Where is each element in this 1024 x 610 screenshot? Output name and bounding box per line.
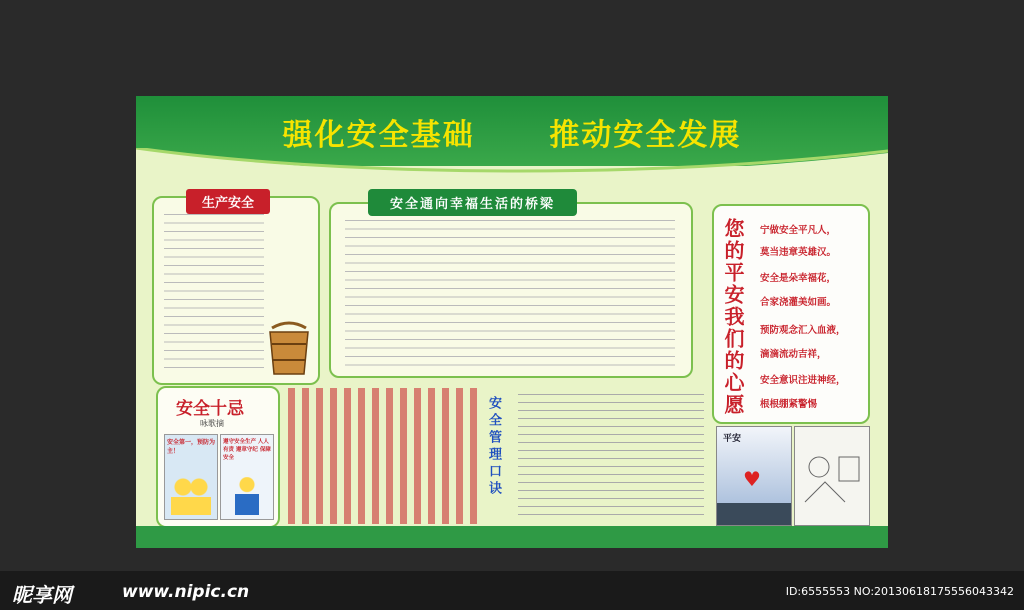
bridge-body [345,220,675,368]
worker-figure [235,477,259,515]
heart-icon: ♥ [743,467,761,491]
watermark-id: ID:6555553 NO:20130618175556043342 [785,585,1014,598]
bridge-tag: 安全通向幸福生活的桥梁 [368,189,577,216]
production-safety-panel [152,196,320,385]
safety-mgmt-title: 安全管理口诀 [486,396,501,498]
comply-poster-text: 遵守安全生产 人人有责 遵章守纪 保障安全 [223,439,271,461]
slogan-line: 根根绷紧警惕 [760,399,818,410]
safety-bucket-illustration [266,318,312,376]
slogan-line: 安全意识注进神经， [760,375,846,386]
slogan-line: 滴滴流动吉祥， [760,349,827,360]
slogan-line: 安全是朵幸福花， [760,273,837,284]
header-swoosh [136,148,888,188]
safety-first-poster-text: 安全第一，预防为主！ [167,439,216,455]
ten-taboos-subtitle: 咏歌摘 [200,419,224,428]
bridge-panel [329,202,693,378]
wishes-vertical-title: 您的平安我们的心愿 [721,218,745,416]
watermark-bar [0,571,1024,610]
safety-first-poster [164,434,218,520]
comply-poster [220,434,274,520]
slogan-line: 宁做安全平凡人， [760,225,837,236]
watermark-logo: 昵享网 [12,583,72,607]
ten-taboos-title: 安全十忌 [176,399,244,419]
board-title: 强化安全基础 推动安全发展 [282,118,742,153]
production-safety-body [164,214,264,374]
taboo-columns [284,388,478,524]
bottom-strip [136,526,888,548]
wishes-panel [712,204,870,424]
slogan-line: 合家浇灌美如画。 [760,297,837,308]
peace-poster [716,426,792,526]
slogan-line: 预防观念汇入血液， [760,325,846,336]
city-silhouette [717,503,791,525]
production-safety-tag: 生产安全 [186,189,270,214]
sketch-poster [794,426,870,526]
watermark-url: www.nipic.cn [122,582,250,602]
ten-taboos-panel [156,386,280,528]
worker-figures [171,475,211,515]
slogan-line: 莫当违章英雄汉。 [760,247,837,258]
peace-poster-text: 平安 [723,434,742,444]
safety-mgmt-body [518,394,704,522]
safety-board [136,96,888,548]
